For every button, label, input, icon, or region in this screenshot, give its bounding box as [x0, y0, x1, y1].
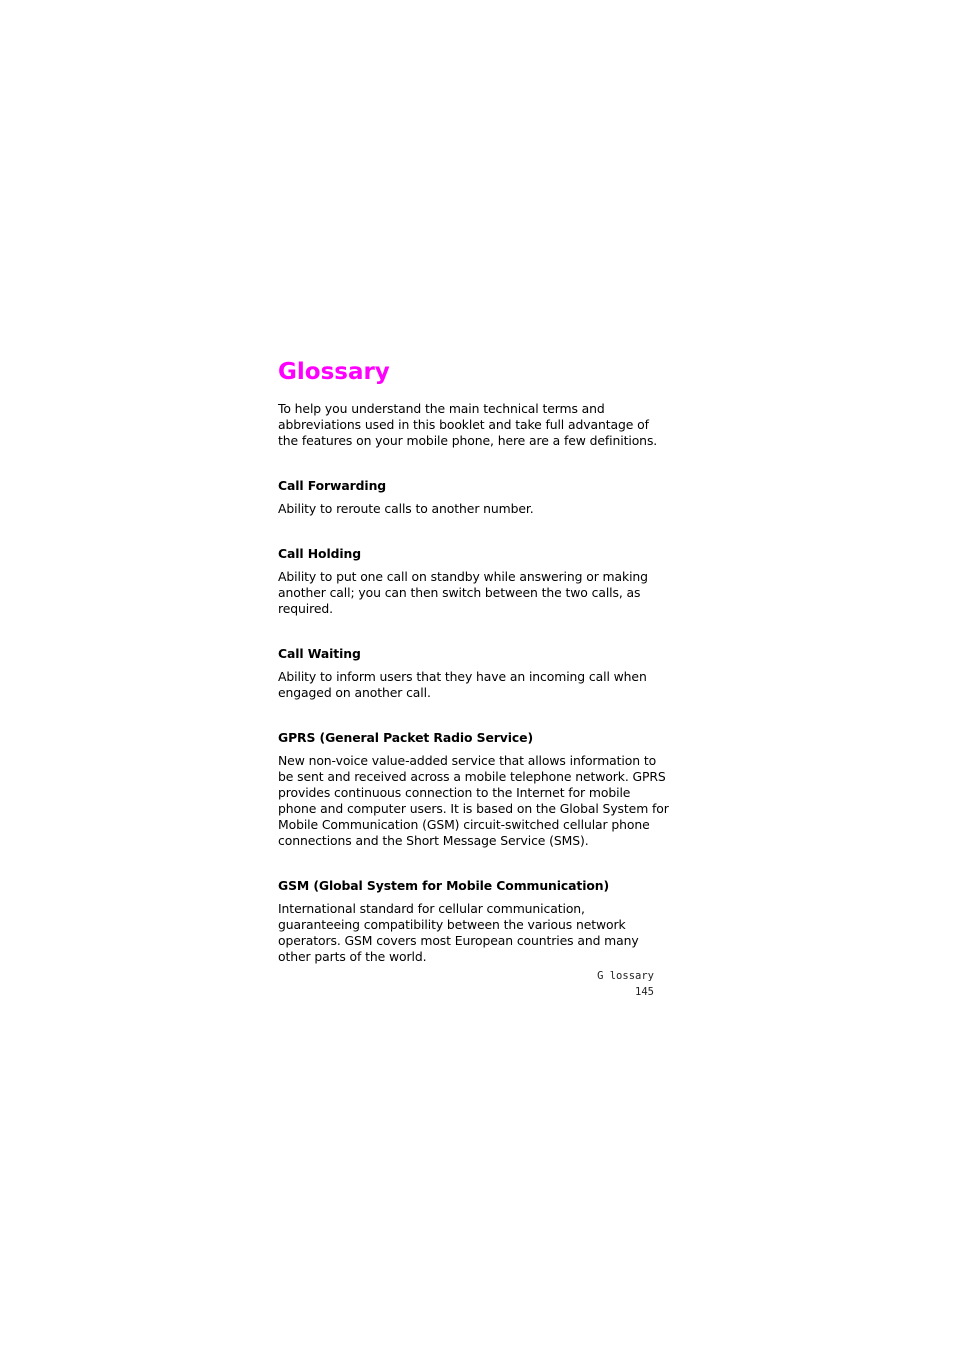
term-heading: Call Holding [278, 546, 361, 561]
page-footer [574, 968, 654, 1000]
page-number: 145 [635, 986, 654, 998]
footer-section-label: G lossary [597, 970, 654, 982]
term-heading: Call Forwarding [278, 478, 387, 493]
glossary-entry-call-waiting [278, 646, 670, 701]
glossary-entry-call-forwarding [278, 478, 670, 517]
term-heading: Call Waiting [278, 646, 361, 661]
term-definition: International standard for cellular communication, guaranteeing compatibility between the various network operators. GSM covers most European countries and many other parts of the world. [278, 901, 639, 964]
term-definition: Ability to reroute calls to another number. [278, 501, 534, 516]
term-heading: GSM (Global System for Mobile Communication) [278, 878, 610, 893]
glossary-content [278, 356, 670, 965]
term-definition: New non-voice value-added service that allows information to be sent and received across a mobile telephone network. GPRS provides continuous connection to the Internet for mobile phone and computer users. It is based on the Global System for Mobile Communication (GSM) circuit-switched cellular phone connections and the Short Message Service (SMS). [278, 753, 669, 848]
glossary-entry-call-holding [278, 546, 670, 617]
term-heading: GPRS (General Packet Radio Service) [278, 730, 534, 745]
page-title: Glossary [278, 359, 390, 385]
glossary-entry-gsm [278, 878, 670, 965]
intro-paragraph: To help you understand the main technical terms and abbreviations used in this booklet and take full advantage of the features on your mobile phone, here are a few definitions. [278, 401, 658, 448]
term-definition: Ability to inform users that they have an incoming call when engaged on another call. [278, 669, 647, 700]
glossary-entry-gprs [278, 730, 670, 849]
term-definition: Ability to put one call on standby while answering or making another call; you can then switch between the two calls, as required. [278, 569, 648, 616]
